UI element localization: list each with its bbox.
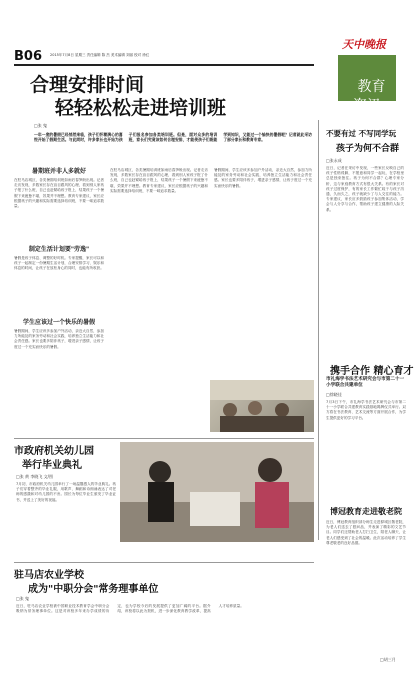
lead-sub-3: 学生应该过一个快乐的暑假: [22, 319, 95, 326]
lead-title-1: 合理安排时间: [30, 74, 145, 96]
mid-rule: [14, 438, 314, 439]
lead-col-3: 暑假期间，学生应该多参加户外活动，亲近大自然，参加力所能及的家务劳动和社会实践，培养独立生活能力和社会责任感。家长也要多陪伴孩子，增进亲子感情，让孩子度过一个充实而快乐的暑假。: [214, 168, 312, 188]
lead-title-2: 轻轻松松走进培训班: [55, 97, 227, 119]
classroom-photo: [210, 380, 314, 432]
lead-sub-2: 制定生活计划要"劳逸": [28, 246, 90, 253]
right-body: 近日，记者在采访中发现，一些家长反映自己的孩子性格孤僻，不愿意和同学一起玩，在学校里总是独来独往。孩子为何不合群？心理专家分析，这与家庭教育方式有很大关系。有的家长对孩子过度保护，有的家长工作繁忙疏于与孩子沟通，久而久之，孩子就缺少了与人交往的能力。专家建议，家长应多鼓励孩子参加集体活动，学会与人分享与合作，帮助孩子建立健康的人际关系。: [326, 166, 404, 212]
news2-title: 博冠教育走进敬老院: [330, 507, 402, 516]
lead-sub-2-text: 暑假是孩子休息、调整的好时机。专家提醒，家长可以和孩子一起制定一份暑期生活计划，合理安排学习、娱乐和休息的时间，让孩子在放松身心的同时，也能有所收获。: [14, 256, 104, 271]
bl2-byline: □张 鬼: [16, 596, 30, 601]
divider-right: [318, 120, 319, 540]
page-number: B06: [14, 49, 42, 64]
bl-byline: □张 黄 李晓飞 文/图: [16, 474, 53, 479]
bl-body: 7月初，市政府机关幼儿园举行了一场温馨感人的毕业典礼。孩子们穿着整齐的毕业礼服，用歌声、舞蹈和诗朗诵表达了对老师的感激和对幼儿园的不舍。园长为每位毕业生颁发了毕业证书，并送上了美好的祝福。: [16, 482, 116, 502]
lead-sub-1: 暑期班并非人多就好: [31, 168, 86, 175]
brand-logo: 天中晚报: [342, 38, 386, 51]
header-rule: [14, 64, 314, 66]
lead-col-2: 在驻马店城区，各类暑期培训班如雨后春笋般出现。记者走访发现，多数家长存在盲目跟风的心理，看到别人家孩子报了什么班，自己也赶紧给孩子报上，结果孩子一个暑假下来疲惫不堪，效果并不理想。教育专家建议，家长应根据孩子的兴趣和实际需要选择培训班，不要一味追求数量。: [110, 168, 208, 193]
right-title-2: 孩子为何不合群: [336, 144, 400, 154]
lead-intro: 一年一度的暑假已经悄然来临，孩子们怀着满心的喜悦开始了假期生活。与此同时，许多家长也开始为孩子们报名参加各类培训班。但是，面对众多的培训班，家长们究竟该如何合理安排，才能使孩子们既能学到知识，又能过一个愉快的暑假呢？记者就此采访了部分家长和教育专家。: [34, 132, 312, 143]
lead-byline: □张 鬼: [34, 123, 48, 128]
bl2-body: 近日，驻马店农业学校被中国职业技术教育学会中职分会吸纳为常务理事单位。这是对该校多年来办学成绩的肯定，也为学校今后的发展提供了更加广阔的平台。据介绍，该校将以此为契机，进一步深化教育教学改革，提高人才培养质量。: [16, 604, 244, 614]
news2-byline: □胡三月: [380, 657, 396, 662]
section-title-text: 教育 资讯: [353, 79, 386, 114]
bl2-title-1: 驻马店农业学校: [14, 570, 84, 581]
date-line: 2015年7月8日 星期三 责任编辑 陈 杰 美术编辑 刘丽 校对 徐红: [50, 53, 150, 57]
photo1-byline: □徐晓佳: [326, 392, 342, 397]
photo1-text: 7月3日下午，市礼海学书法艺术研究会与市第二十一小学联合共建教育实践基地揭牌仪式举行。双方将在书法教育、艺术交流等方面开展合作，为学生提供更好的学习平台。: [326, 400, 406, 420]
right-byline: □张永成: [326, 158, 342, 163]
section-title: [338, 55, 396, 114]
classroom-photo-art: [210, 380, 314, 432]
lead-sub-3-text: 暑假期间，学生应该多参加户外活动，亲近大自然，参加力所能及的家务劳动和社会实践，培养独立生活能力和社会责任感。家长也要多陪伴孩子，增进亲子感情，让孩子度过一个充实而快乐的暑假。: [14, 329, 104, 349]
lead-sub-1-text: 在驻马店城区，各类暑期培训班如雨后春笋般出现。记者走访发现，多数家长存在盲目跟风的心理，看到别人家孩子报了什么班，自己也赶紧给孩子报上，结果孩子一个暑假下来疲惫不堪，效果并不理想。教育专家建议，家长应根据孩子的兴趣和实际需要选择培训班，不要一味追求数量。: [14, 178, 104, 209]
bl-title-1: 市政府机关幼儿园: [14, 446, 94, 457]
bl2-title-2: 成为"中职分会"常务理事单位: [28, 584, 159, 595]
graduation-photo: [120, 442, 314, 542]
graduation-photo-art: [120, 442, 314, 542]
bl-title-2: 举行毕业典礼: [22, 460, 82, 471]
lead-col-1: [14, 168, 104, 418]
news2-text: 近日，博冠教育组织部分师生走进驿城区敬老院，为老人们送去了慰问品，并表演了精彩的文艺节目。同学们还帮助老人打扫卫生，陪老人聊天，让老人们感受到了社会的温暖。此次活动培养了学生尊老敬老的良好品德。: [326, 520, 406, 545]
right-title-1: 不要有过 不写同学玩: [326, 129, 397, 138]
photo1-caption: 携手合作 精心育才: [330, 366, 414, 377]
photo1-sub: 市礼海学书法艺术研究会与市第二十一小学联合共建单位: [326, 377, 405, 388]
bottom-rule: [14, 562, 314, 563]
